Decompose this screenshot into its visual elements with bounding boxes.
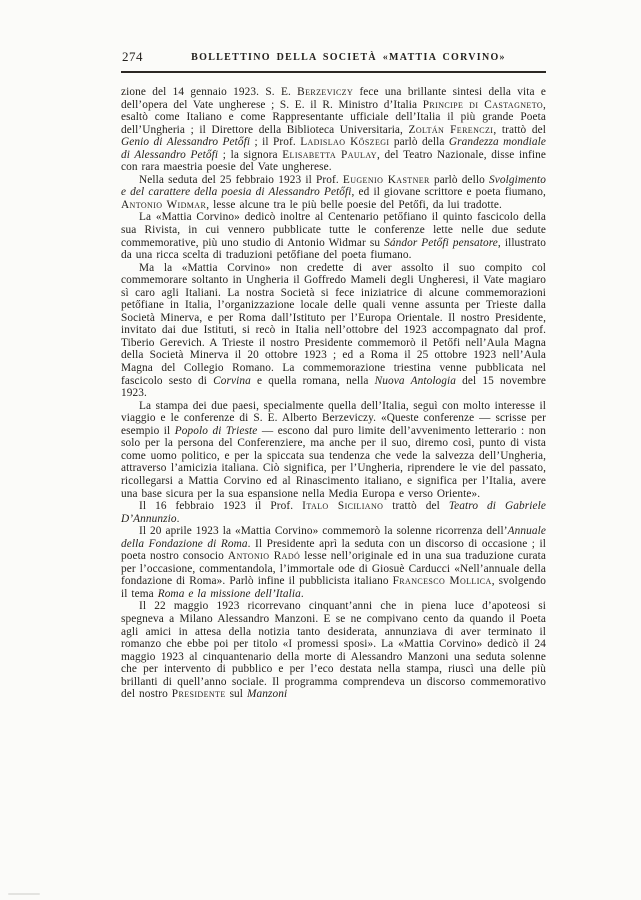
running-head xyxy=(121,49,546,66)
italic-title: Nuova Antologia xyxy=(374,374,457,387)
italic-title: Popolo di Trieste xyxy=(174,424,258,437)
text-run: Ma la «Mattia Corvino» non credette di aver assolto il suo compito col commemorare soltanto in Ungheria il Goffredo Mameli degli Ungheresi, il Vate magiaro sì caro agli Italiani. La nostra Società si fece iniziatrice di alcune commemorazioni petőfiane in Italia, l’organizzazione locale delle quali venne assunta per Trieste dalla Società Minerva, e per Roma dall’Istituto per l’Europa Orientale. Il nostro Presidente, invitato dai due Istituti, si recò in Italia nell’ottobre del 1923 accompagnato dal prof. Tiberio Gerevich. A Trieste il nostro Presidente commemorò il Petőfi nell’Aula Magna della Società Minerva il 20 ottobre 1923 ; ed a Roma il 25 ottobre 1923 nell’Aula Magna del Collegio Romano. La commemorazione triestina venne pubblicata nel fascicolo sesto di xyxy=(121,261,546,387)
italic-title: Corvina xyxy=(213,374,251,387)
italic-title: Sándor Petőfi pensatore xyxy=(384,236,498,249)
scan-smudge-artifact xyxy=(8,893,40,895)
text-run: , trattò del xyxy=(493,123,546,136)
paragraph xyxy=(121,262,546,400)
italic-title: Svolgimento e del carattere della poesia di Alessandro Petőfi xyxy=(121,173,546,199)
text-run: . xyxy=(300,587,304,600)
paragraph xyxy=(121,525,546,600)
italic-title: Genio di Alessandro Petőfi xyxy=(121,136,251,149)
text-run: Il 22 maggio 1923 ricorrevano cinquant’anni che in piena luce d’apoteosi si spegneva a Milano Alessandro Manzoni. E se ne compivano cento da quando il Poeta agli amici in attesa della notizia tanto desiderata, annunziava di aver terminato il romanzo che ebbe poi per titolo «I promessi sposi». La «Mattia Corvino» dedicò il 24 maggio 1923 al cinquantenario della morte di Alessandro Manzoni una seduta solenne che per intervento di pubblico e per l’eco destata nella stampa, riuscì una delle più brillanti di quell’anno sociale. Il programma comprendeva un discorso commemorativo del nostro xyxy=(121,600,546,701)
text-run: Nella seduta del 25 febbraio 1923 il Prof. xyxy=(139,173,343,186)
paragraph xyxy=(121,500,546,525)
text-run: del 15 novembre 1923. xyxy=(121,374,546,400)
small-caps-name: Antonio Radó xyxy=(227,550,301,563)
small-caps-name: Elisabetta Paulay xyxy=(282,148,377,161)
text-run: . xyxy=(176,512,180,525)
italic-title: Manzoni xyxy=(246,688,288,701)
text-run: , del Teatro Nazionale, disse infine con rara maestria poesie del Vate ungherese. xyxy=(121,148,546,174)
journal-header-title: BOLLETTINO DELLA SOCIETÀ «MATTIA CORVINO» xyxy=(191,52,506,63)
text-run: ; la signora xyxy=(218,148,283,161)
small-caps-name: Italo Siciliano xyxy=(302,500,384,513)
text-run: parlò della xyxy=(389,136,449,149)
text-run: , illustrato da una ricca scelta di traduzioni petőfiane del poeta fiumano. xyxy=(121,236,547,262)
paragraph xyxy=(121,400,546,500)
text-run: trattò del xyxy=(383,500,449,513)
text-run: parlò dello xyxy=(429,173,490,186)
paragraph xyxy=(121,600,546,700)
paragraph xyxy=(121,174,546,212)
text-run: sul xyxy=(225,688,247,701)
italic-title: Annuale della Fondazione di Roma xyxy=(121,525,546,550)
italic-title: Teatro di Gabriele D’Annunzio xyxy=(121,500,546,525)
text-run: lesse nell’originale ed in una sua traduzione curata per l’occasione, commentandola, l’immortale ode di Giosuè Carducci «Nell’annuale della fondazione di Roma». Parlò infine il pubblicista italiano xyxy=(121,550,547,588)
small-caps-name: Principe di Castagneto xyxy=(422,98,544,111)
text-run: , esaltò come Italiano e come Rappresentante ufficiale dell’Italia il più grande Poeta dell’Ungheria ; il Direttore della Biblioteca Universitaria, xyxy=(121,98,546,136)
text-run: Il 20 aprile 1923 la «Mattia Corvino» commemorò la solenne ricorrenza dell’ xyxy=(139,525,508,538)
text-run: — escono dal puro limite dell’avvenimento letterario : non solo per la persona del Conferenziere, ma anche per il suo, diremo così, punto di vista come uomo politico, e per la spiccata sua tendenza che vede la salvezza dell’Ungheria, attraverso l’amicizia italiana. Ciò significa, per l’Ungheria, riprendere le vie del passato, ricollegarsi a Mattia Corvino ed al Rinascimento italiano, e significa per l’Italia, avere una base sicura per la sua espansione nella Media Europa e verso Oriente». xyxy=(121,424,546,500)
text-run: Il 16 febbraio 1923 il Prof. xyxy=(139,500,303,513)
header-rule xyxy=(121,71,546,73)
small-caps-name: Ladislao Kőszegi xyxy=(300,136,390,149)
italic-title: Grandezza mondiale di Alessandro Petőfi xyxy=(121,136,546,161)
page-number: 274 xyxy=(122,49,143,64)
text-run: , ed il giovane scrittore e poeta fiumano, xyxy=(351,186,546,199)
text-run: La «Mattia Corvino» dedicò inoltre al Centenario petőfiano il quinto fascicolo della sua Rivista, in cui vennero pubblicate tutte le conferenze lette nelle due sedute commemorative, più uno studio di Antonio Widmar su xyxy=(121,211,546,249)
paragraph xyxy=(121,211,546,261)
small-caps-name: Berzeviczy xyxy=(297,86,354,98)
paragraph xyxy=(121,86,546,174)
italic-title: Roma e la missione dell’Italia xyxy=(157,587,301,600)
small-caps-name: Francesco Mollica xyxy=(392,575,492,588)
text-run: La stampa dei due paesi, specialmente quella dell’Italia, seguì con molto interesse il viaggio e le conferenze di S. E. Alberto Berzeviczy. «Queste conferenze — scrisse per esempio il xyxy=(121,399,546,437)
article-body xyxy=(121,86,546,701)
text-run: , svolgendo il tema xyxy=(121,575,546,600)
small-caps-name: Eugenio Kastner xyxy=(342,173,430,186)
text-run: . Il Presidente aprì la seduta con un discorso di occasione ; il poeta nostro consocio xyxy=(121,537,546,563)
small-caps-name: Zoltán Ferenczi xyxy=(408,123,494,136)
text-run: fece una brillante sintesi della vita e dell’opera del Vate ungherese ; S. E. il R. Ministro d’Italia xyxy=(121,86,546,111)
text-run: e quella romana, nella xyxy=(250,374,375,387)
text-run: ; il Prof. xyxy=(250,136,301,149)
text-run: , lesse alcune tra le più belle poesie del Petőfi, da lui tradotte. xyxy=(206,198,502,211)
text-column xyxy=(121,49,546,701)
small-caps-name: Presidente xyxy=(171,688,226,701)
text-run: zione del 14 gennaio 1923. S. E. xyxy=(121,86,298,98)
small-caps-name: Antonio Widmar xyxy=(121,198,207,211)
